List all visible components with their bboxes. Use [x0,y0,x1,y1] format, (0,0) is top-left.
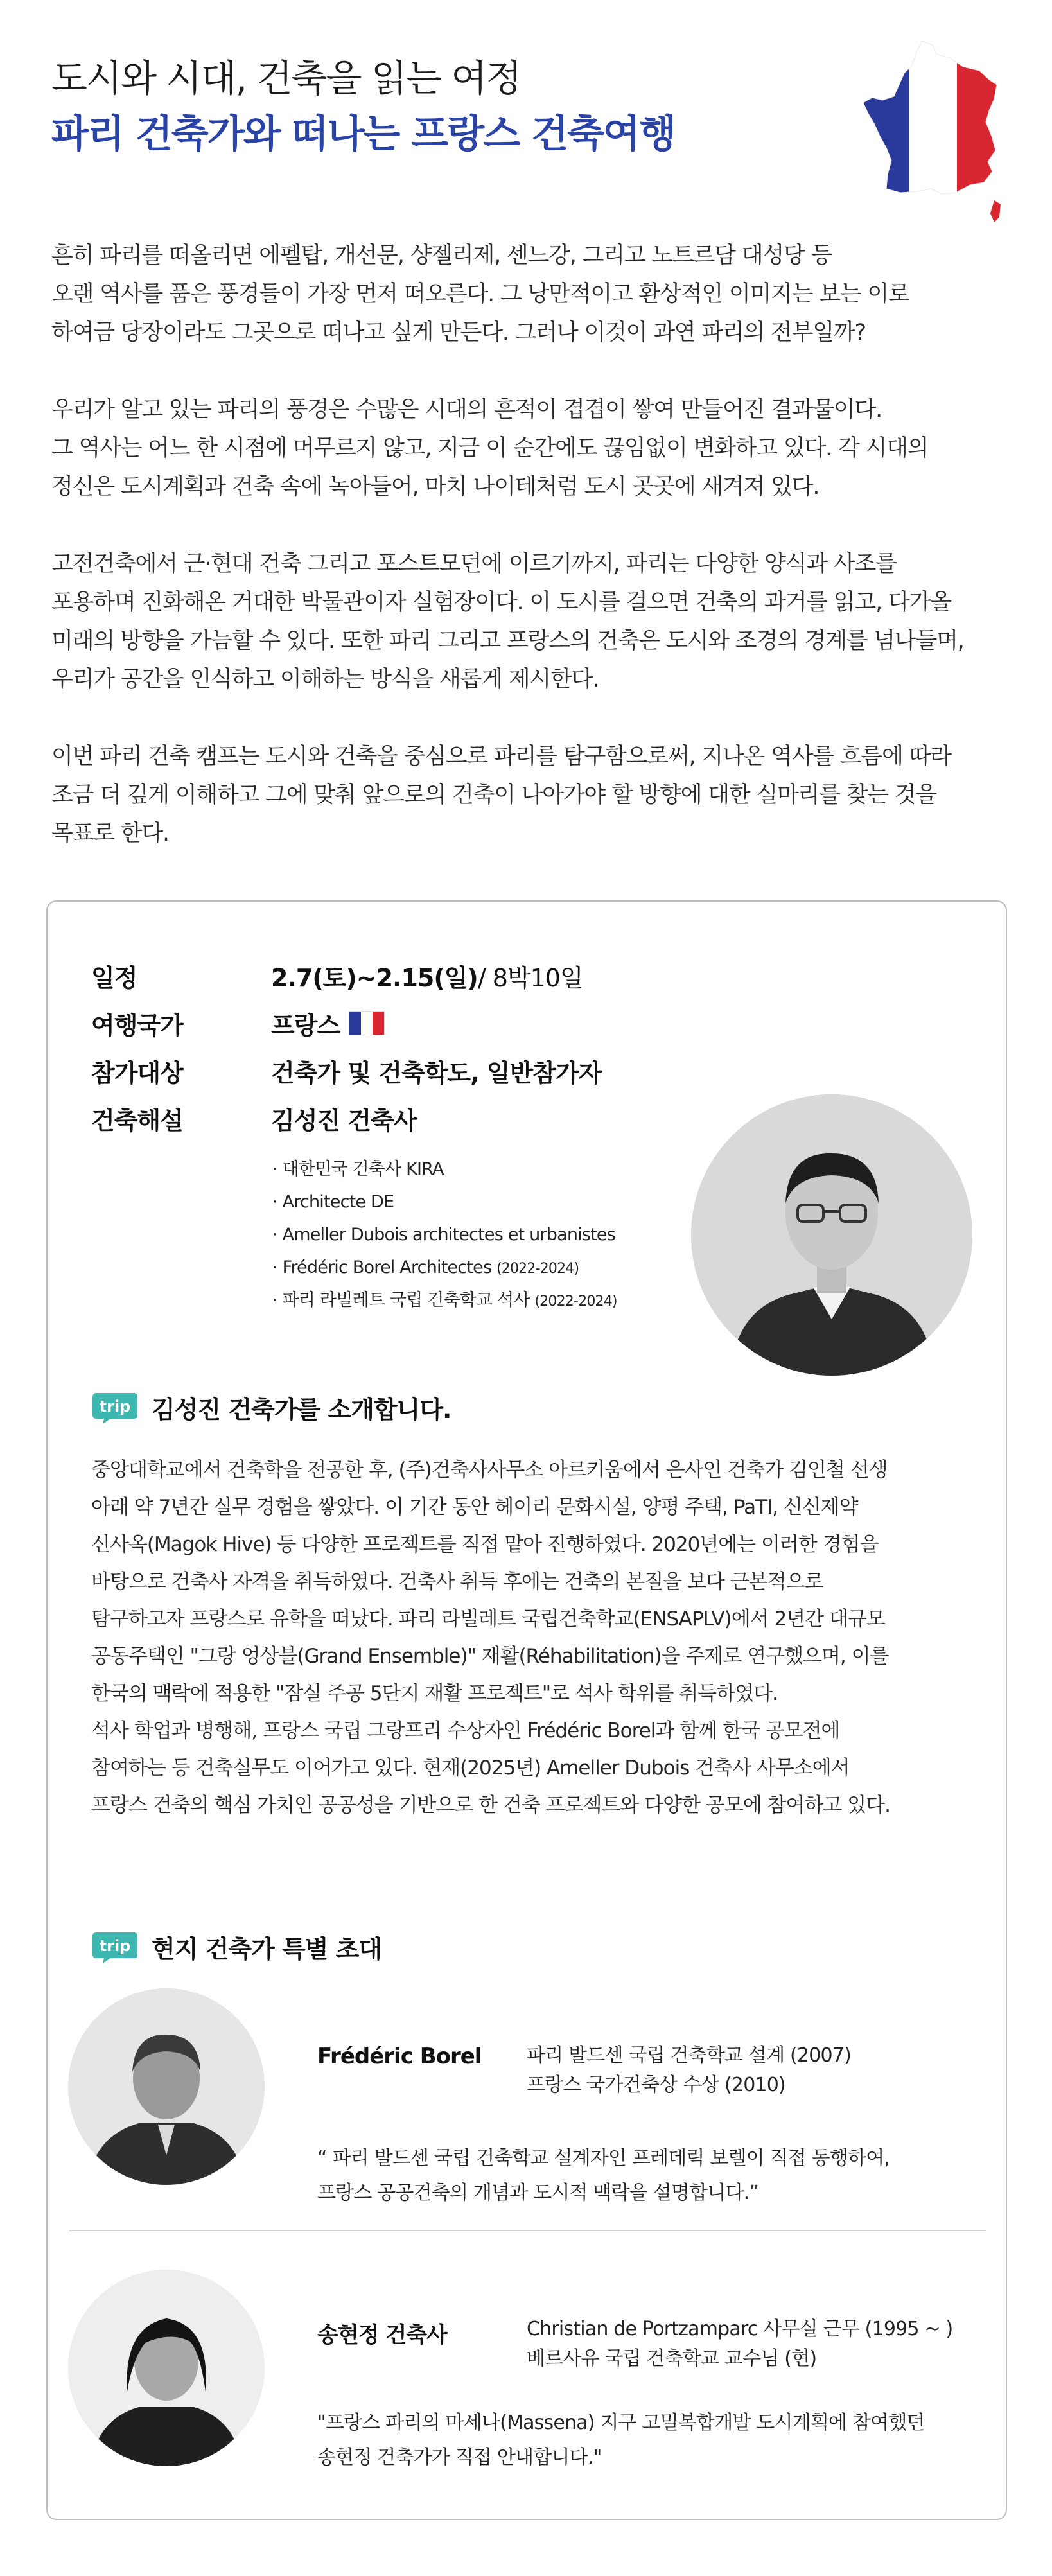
person-portrait-icon [68,2270,265,2466]
trip-badge-icon [91,1930,139,1965]
guest-role: 파리 발드센 국립 건축학교 설계 (2007) 프랑스 국가건축상 수상 (2010) [527,2044,851,2096]
france-flag-map-icon [861,40,1005,225]
target-value: 건축가 및 건축학도, 일반참가자 [271,1058,602,1087]
credential-item: · Architecte DE [272,1192,394,1212]
schedule-value [271,958,583,994]
page-title: 파리 건축가와 떠나는 프랑스 건축여행 [51,112,675,157]
page-subtitle: 도시와 시대, 건축을 읽는 여정 [51,57,521,100]
guest-portrait [68,2270,265,2466]
guide-value: 김성진 건축사 [271,1106,417,1135]
country-name: 프랑스 [271,1011,340,1040]
guest-quote: "프랑스 파리의 마세나(Massena) 지구 고밀복합개발 도시계획에 참여했던 송현정 건축가가 직접 안내합니다." [317,2412,925,2469]
person-portrait-icon [691,1094,972,1376]
guest-quote: “ 파리 발드센 국립 건축학교 설계자인 프레데릭 보렐이 직접 동행하여, 프랑스 공공건축의 개념과 도시적 맥락을 설명합니다.” [317,2147,890,2204]
guest-role: Christian de Portzamparc 사무실 근무 (1995 ~ ) 베르사유 국립 건축학교 교수님 (현) [527,2318,953,2370]
person-portrait-icon [68,1988,265,2185]
guide-label: 건축해설 [91,1106,183,1135]
page-header [51,53,848,162]
bio-section-title: 김성진 건축가를 소개합니다. [152,1396,451,1424]
credential-item: · Ameller Dubois architectes et urbanistes [272,1225,615,1245]
credential-item: · 대한민국 건축사 KIRA [272,1159,444,1179]
guide-portrait [691,1094,972,1376]
guests-section-title: 현지 건축가 특별 초대 [152,1935,382,1963]
country-row [91,999,733,1047]
france-flag-icon [349,1011,385,1035]
intro-paragraph: 흔히 파리를 떠올리면 에펠탑, 개선문, 샹젤리제, 센느강, 그리고 노트르담 대성당 등 오랜 역사를 품은 풍경들이 가장 먼저 떠오른다. 그 낭만적이고 환상적인 이미지는 보는 이로 하여금 당장이라도 그곳으로 떠나고 싶게 만든다. 그러나 이것이 과연 파리의 전부일까? [51,243,909,346]
guests-section-header [91,1929,381,1965]
guide-credentials [272,1153,683,1317]
guest-name: Frédéric Borel [317,2044,482,2069]
bio-section-header [91,1390,451,1425]
country-value [271,1006,385,1041]
credential-item: · 파리 라빌레트 국립 건축학교 석사 (2022-2024) [272,1290,617,1310]
intro-text [51,236,1015,891]
country-label: 여행국가 [91,1011,183,1040]
trip-badge-icon [91,1390,139,1425]
schedule-label: 일정 [91,963,137,992]
intro-paragraph: 고전건축에서 근·현대 건축 그리고 포스트모던에 이르기까지, 파리는 다양한 양식과 사조를 포용하며 진화해온 거대한 박물관이자 실험장이다. 이 도시를 걸으면 건축의 과거를 읽고, 다가올 미래의 방향을 가늠할 수 있다. 또한 파리 그리고 프랑스의 건축은 도시와 조경의 경계를 넘나들며, 우리가 공간을 인식하고 이해하는 방식을 새롭게 제시한다. [51,551,964,692]
svg-text:trip: trip [99,1936,131,1955]
target-label: 참가대상 [91,1058,183,1087]
schedule-dates: 2.7(토)~2.15(일) [271,963,478,992]
guide-row [91,1094,733,1142]
guest-divider [69,2230,986,2231]
intro-paragraph: 이번 파리 건축 캠프는 도시와 건축을 중심으로 파리를 탐구함으로써, 지나온 역사를 흐름에 따라 조금 더 깊게 이해하고 그에 맞춰 앞으로의 건축이 나아가야 할 방향에 대한 실마리를 찾는 것을 목표로 한다. [51,744,951,846]
program-info [91,952,733,1142]
guest-name: 송현정 건축사 [317,2322,447,2348]
target-row [91,1047,733,1094]
credential-item: · Frédéric Borel Architectes (2022-2024) [272,1257,579,1277]
schedule-duration: / 8박10일 [477,963,583,992]
schedule-row [91,952,733,999]
intro-paragraph: 우리가 알고 있는 파리의 풍경은 수많은 시대의 흔적이 겹겹이 쌓여 만들어진 결과물이다. 그 역사는 어느 한 시점에 머무르지 않고, 지금 이 순간에도 끊임없이 변화하고 있다. 각 시대의 정신은 도시계획과 건축 속에 녹아들어, 마치 나이테처럼 도시 곳곳에 새겨져 있다. [51,397,929,500]
svg-text:trip: trip [99,1397,131,1415]
program-card [46,900,1007,2520]
architect-bio: 중앙대학교에서 건축학을 전공한 후, (주)건축사사무소 아르키움에서 은사인 건축가 김인철 선생 아래 약 7년간 실무 경험을 쌓았다. 이 기간 동안 헤이리 문화시설, 양평 주택, PaTI, 신신제약 신사옥(Magok Hive) 등 다양한 프로젝트를 직접 맡아 진행하였다. 2020년에는 이러한 경험을 바탕으로 건축사 자격을 취득하였다. 건축사 취득 후에는 건축의 본질을 보다 근본적으로 탐구하고자 프랑스로 유학을 떠났다. 파리 라빌레트 국립건축학교(ENSAPLV)에서 2년간 대규모 공동주택인 "그랑 엉상블(Grand Ensemble)" 재활(Réhabilitation)을 주제로 연구했으며, 이를 한국의 맥락에 적용한 "잠실 주공 5단지 재활 프로젝트"로 석사 학위를 취득하였다. 석사 학업과 병행해, 프랑스 국립 그랑프리 수상자인 Frédéric Borel과 함께 한국 공모전에 참여하는 등 건축실무도 이어가고 있다. 현재(2025년) Ameller Dubois 건축사 사무소에서 프랑스 건축의 핵심 가치인 공공성을 기반으로 한 건축 프로젝트와 다양한 공모에 참여하고 있다. [91,1459,890,1817]
guest-portrait [68,1988,265,2185]
